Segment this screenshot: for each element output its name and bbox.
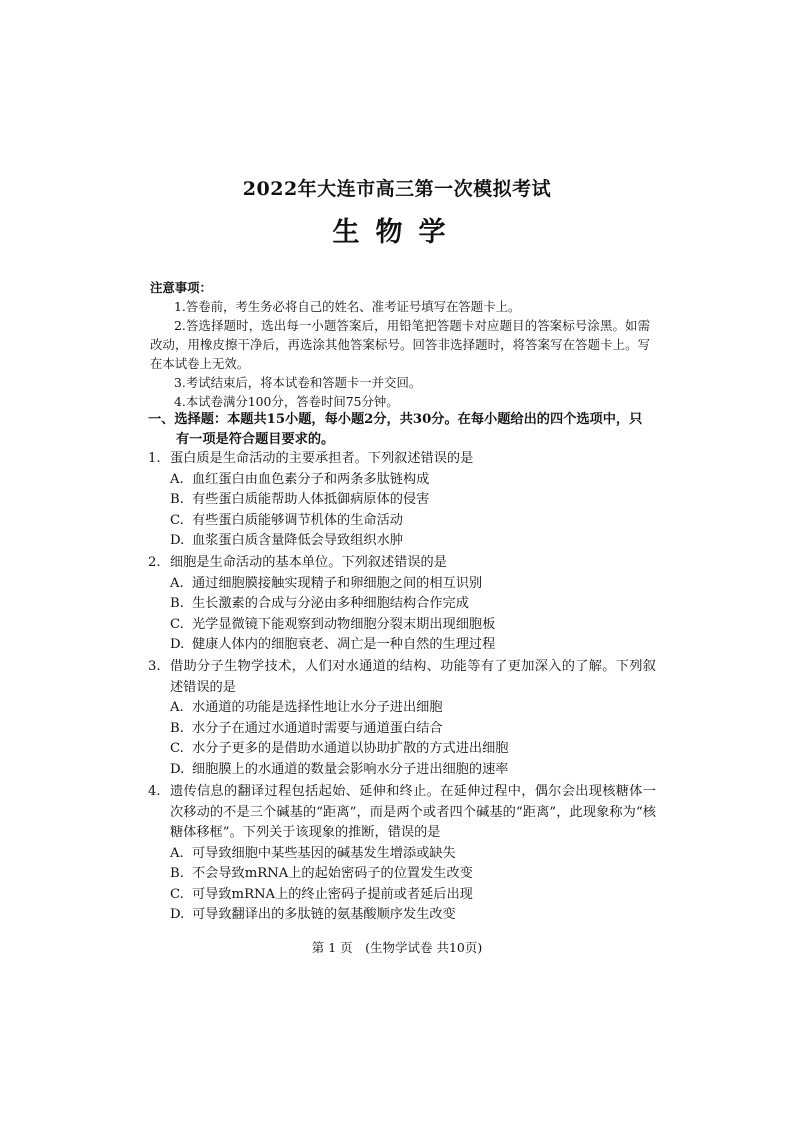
section-heading-line1: 一、选择题：本题共15小题，每小题2分，共30分。在每小题给出的四个选项中，只 (148, 412, 643, 427)
option-b (148, 864, 656, 885)
option-letter: B. (170, 596, 184, 611)
question-text: 细胞是生命活动的基本单位。下列叙述错误的是 (170, 555, 447, 570)
option-text: 可导致细胞中某些基因的碱基发生增添或缺失 (192, 845, 456, 861)
option-c (148, 739, 656, 760)
option-letter: B. (170, 866, 184, 881)
option-a (148, 574, 656, 595)
option-d (148, 905, 656, 926)
section-heading (148, 410, 652, 449)
option-text: 可导致mRNA上的终止密码子提前或者延后出现 (192, 886, 473, 902)
option-letter: A. (170, 700, 184, 715)
option-a (148, 470, 656, 491)
option-text: 生长激素的合成与分泌由多种细胞结构合作完成 (192, 596, 469, 611)
option-text: 水分子在通过水通道时需要与通道蛋白结合 (192, 720, 443, 736)
option-a (148, 844, 656, 865)
notes-item: 3.考试结束后，将本试卷和答题卡一并交回。 (174, 375, 422, 390)
question-number: 1. (148, 451, 161, 466)
option-letter: A. (170, 575, 184, 591)
option-letter: D. (170, 637, 185, 652)
option-letter: D. (170, 907, 185, 922)
option-a (148, 698, 656, 719)
option-b (148, 490, 656, 511)
question-stem (148, 553, 656, 574)
option-letter: A. (170, 845, 184, 861)
option-letter: D. (170, 761, 185, 777)
option-text: 血浆蛋白质含量降低会导致组织水肿 (192, 533, 403, 548)
question-stem (148, 657, 656, 698)
option-text: 细胞膜上的水通道的数量会影响水分子进出细胞的速率 (192, 761, 509, 777)
option-text: 不会导致mRNA上的起始密码子的位置发生改变 (192, 866, 473, 881)
notes-item: 2.答选择题时，选出每一小题答案后，用铅笔把答题卡对应题目的答案标号涂黑。如需改动，用橡皮擦干净后，再选涂其他答案标号。回答非选择题时，将答案写在答题卡上。写在本试卷上无效。 (150, 318, 650, 371)
notes-block (150, 278, 650, 411)
subject-title: 生物学 (332, 217, 462, 248)
section-heading-line2: 有一项是符合题目要求的。 (176, 431, 335, 447)
option-d (148, 531, 656, 552)
question-stem (148, 782, 656, 844)
option-b (148, 594, 656, 615)
option-letter: D. (170, 533, 185, 548)
question-stem (148, 449, 656, 470)
option-letter: C. (170, 886, 184, 902)
option-text: 有些蛋白质能帮助人体抵御病原体的侵害 (192, 492, 430, 507)
question-text: 借助分子生物学技术，人们对水通道的结构、功能等有了更加深入的了解。下列叙述错误的是 (170, 659, 656, 695)
option-b (148, 719, 656, 740)
question-text: 蛋白质是生命活动的主要承担者。下列叙述错误的是 (170, 451, 474, 466)
option-text: 水分子更多的是借助水通道以协助扩散的方式进出细胞 (192, 741, 509, 756)
question-1 (148, 449, 656, 552)
option-text: 通过细胞膜接触实现精子和卵细胞之间的相互识别 (192, 575, 483, 591)
option-letter: A. (170, 471, 184, 487)
option-c (148, 615, 656, 636)
option-text: 有些蛋白质能够调节机体的生命活动 (192, 512, 403, 528)
exam-title: 2022年大连市高三第一次模拟考试 (242, 178, 552, 200)
notes-heading: 注意事项： (150, 280, 212, 295)
option-letter: B. (170, 720, 184, 736)
question-text: 遗传信息的翻译过程包括起始、延伸和终止。在延伸过程中，偶尔会出现核糖体一次移动的不是三个碱基的“距离”，而是两个或者四个碱基的“距离”，此现象称为“核糖体移框”。下列关于该现象的推断，错误的是 (170, 784, 656, 840)
option-letter: C. (170, 741, 184, 756)
option-text: 光学显微镜下能观察到动物细胞分裂末期出现细胞板 (192, 616, 496, 632)
page-footer: 第 1 页 (生物学试卷 共10页) (311, 940, 483, 955)
notes-item: 1.答卷前，考生务必将自己的姓名、准考证号填写在答题卡上。 (174, 299, 521, 314)
question-2 (148, 553, 656, 656)
option-d (148, 635, 656, 656)
option-letter: C. (170, 616, 184, 632)
option-letter: C. (170, 512, 184, 528)
option-text: 水通道的功能是选择性地让水分子进出细胞 (192, 700, 443, 715)
notes-item: 4.本试卷满分100分，答卷时间75分钟。 (174, 394, 399, 409)
option-letter: B. (170, 492, 184, 507)
option-text: 可导致翻译出的多肽链的氨基酸顺序发生改变 (192, 907, 456, 922)
question-number: 3. (148, 659, 161, 674)
option-text: 血红蛋白由血色素分子和两条多肽链构成 (192, 471, 430, 487)
option-d (148, 760, 656, 781)
option-c (148, 885, 656, 906)
option-c (148, 511, 656, 532)
question-number: 2. (148, 555, 161, 570)
option-text: 健康人体内的细胞衰老、凋亡是一种自然的生理过程 (192, 637, 496, 652)
question-3 (148, 657, 656, 780)
question-4 (148, 782, 656, 926)
question-number: 4. (148, 784, 161, 799)
